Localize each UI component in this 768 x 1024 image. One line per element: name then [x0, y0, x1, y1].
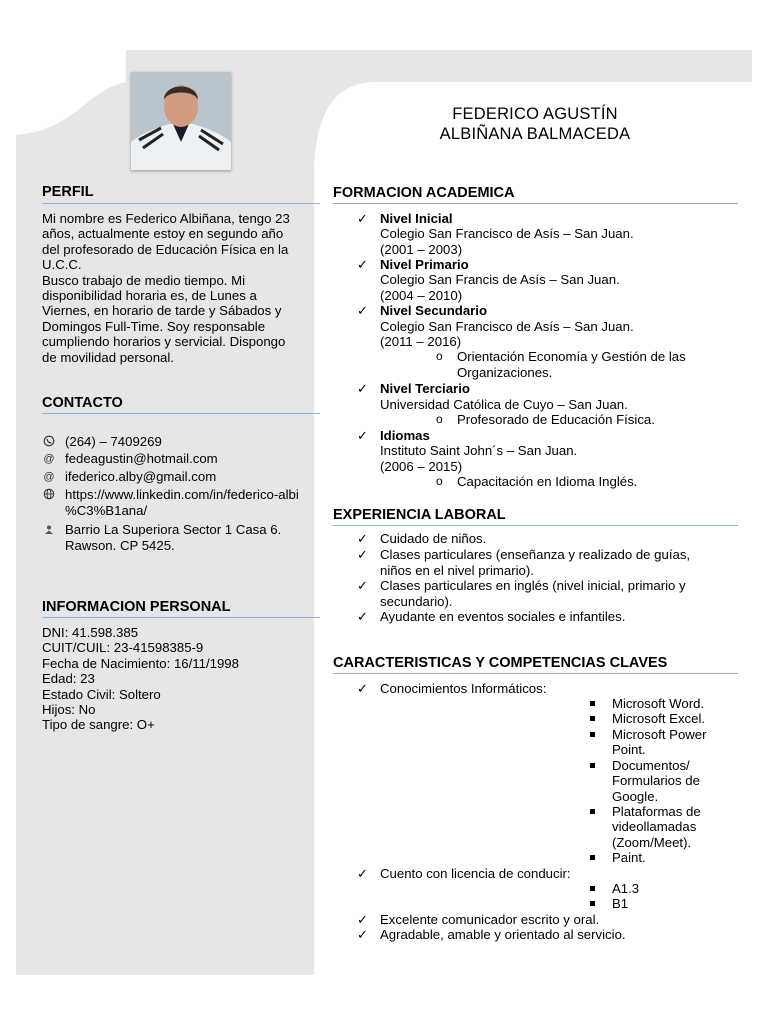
competencias-comunicador: Excelente comunicador escrito y oral.	[380, 912, 600, 927]
competencias-agradable: Agradable, amable y orientado al servicio.	[380, 927, 626, 942]
secundario-title: Nivel Secundario	[380, 303, 488, 318]
idiomas-years: (2006 – 2015)	[380, 459, 463, 474]
skill-docs-1: Documentos/	[612, 758, 690, 773]
experiencia-heading: EXPERIENCIA LABORAL	[333, 507, 506, 523]
location-icon	[42, 523, 56, 537]
circle-bullet-icon: o	[436, 412, 443, 426]
email-icon: @	[43, 453, 55, 465]
competencias-informaticos: Conocimientos Informáticos:	[380, 681, 547, 696]
profile-photo	[131, 72, 231, 170]
perfil-heading: PERFIL	[42, 184, 94, 200]
check-icon: ✓	[357, 547, 368, 562]
terciario-detail: Profesorado de Educación Física.	[457, 412, 655, 427]
check-icon: ✓	[357, 609, 368, 624]
skill-powerpoint-1: Microsoft Power	[612, 727, 707, 742]
contacto-heading: CONTACTO	[42, 395, 123, 411]
idiomas-detail: Capacitación en Idioma Inglés.	[457, 474, 638, 489]
circle-bullet-icon: o	[436, 474, 443, 488]
competencias-rule	[333, 673, 738, 674]
competencias-licencia: Cuento con licencia de conducir:	[380, 866, 571, 881]
experiencia-item-4: Ayudante en eventos sociales e infantiles.	[380, 609, 626, 624]
perfil-text: Mi nombre es Federico Albiñana, tengo 23 años, actualmente estoy en segundo año del profesorado de Educación Física en la U.C.C. Busco trabajo de medio tiempo. Mi disponibilidad horaria es, de Lunes a Viernes, en horario de tarde y Sábados y Domingos Full-Time. Soy responsable cumpliendo horarios y servicial. Dispongo de movilidad personal.	[42, 211, 290, 365]
skill-docs-2: Formularios de	[612, 773, 700, 788]
circle-bullet-icon: o	[436, 349, 443, 363]
contact-address-2: Rawson. CP 5425.	[65, 538, 175, 553]
check-icon: ✓	[357, 303, 368, 318]
secundario-school: Colegio San Francisco de Asís – San Juan.	[380, 319, 634, 334]
terciario-school: Universidad Católica de Cuyo – San Juan.	[380, 397, 628, 412]
personal-rule	[42, 617, 320, 618]
check-icon: ✓	[357, 912, 368, 927]
contact-phone: (264) – 7409269	[65, 434, 162, 449]
inicial-school: Colegio San Francisco de Asís – San Juan.	[380, 226, 634, 241]
personal-info: DNI: 41.598.385 CUIT/CUIL: 23-41598385-9 Fecha de Nacimiento: 16/11/1998 Edad: 23 Estado Civil: Soltero Hijos: No Tipo de sangre: O+	[42, 625, 239, 733]
contact-address-1: Barrio La Superiora Sector 1 Casa 6.	[65, 522, 282, 537]
skill-video-3: (Zoom/Meet).	[612, 835, 692, 850]
perfil-rule	[42, 203, 320, 204]
contact-linkedin-1[interactable]: https://www.linkedin.com/in/federico-albi	[65, 487, 299, 502]
square-bullet-icon	[590, 855, 595, 860]
whatsapp-icon	[42, 435, 56, 449]
square-bullet-icon	[590, 809, 595, 814]
secundario-years: (2011 – 2016)	[380, 334, 462, 349]
skill-word: Microsoft Word.	[612, 696, 705, 711]
primario-school: Colegio San Francis de Asís – San Juan.	[380, 272, 620, 287]
terciario-title: Nivel Terciario	[380, 381, 470, 396]
inicial-years: (2001 – 2003)	[380, 242, 463, 257]
contact-email-1[interactable]: fedeagustin@hotmail.com	[65, 451, 218, 466]
experiencia-item-3b: secundario).	[380, 594, 453, 609]
square-bullet-icon	[590, 732, 595, 737]
secundario-orientation-2: Organizaciones.	[457, 365, 553, 380]
square-bullet-icon	[590, 701, 595, 706]
formacion-rule	[333, 203, 738, 204]
check-icon: ✓	[357, 381, 368, 396]
inicial-title: Nivel Inicial	[380, 211, 453, 226]
personal-heading: INFORMACION PERSONAL	[42, 599, 231, 615]
email-icon: @	[43, 471, 55, 483]
experiencia-rule	[333, 525, 738, 526]
check-icon: ✓	[357, 211, 368, 226]
skill-video-2: videollamadas	[612, 819, 697, 834]
skill-excel: Microsoft Excel.	[612, 711, 706, 726]
square-bullet-icon	[590, 901, 595, 906]
name-line-2: ALBIÑANA BALMACEDA	[439, 125, 631, 143]
globe-icon	[42, 488, 56, 502]
square-bullet-icon	[590, 763, 595, 768]
experiencia-item-1: Cuidado de niños.	[380, 531, 487, 546]
experiencia-item-2a: Clases particulares (enseñanza y realizado de guías,	[380, 547, 691, 562]
competencias-heading: CARACTERISTICAS Y COMPETENCIAS CLAVES	[333, 655, 668, 671]
check-icon: ✓	[357, 531, 368, 546]
idiomas-title: Idiomas	[380, 428, 430, 443]
square-bullet-icon	[590, 886, 595, 891]
contact-linkedin-2[interactable]: %C3%B1ana/	[65, 503, 148, 518]
idiomas-school: Instituto Saint John´s – San Juan.	[380, 443, 578, 458]
name-line-1: FEDERICO AGUSTÍN	[452, 105, 618, 123]
license-a13: A1.3	[612, 881, 640, 896]
check-icon: ✓	[357, 681, 368, 696]
experiencia-item-2b: niños en el nivel primario).	[380, 563, 534, 578]
check-icon: ✓	[357, 578, 368, 593]
primario-title: Nivel Primario	[380, 257, 469, 272]
contact-email-2[interactable]: ifederico.alby@gmail.com	[65, 469, 217, 484]
check-icon: ✓	[357, 428, 368, 443]
skill-powerpoint-2: Point.	[612, 742, 646, 757]
square-bullet-icon	[590, 716, 595, 721]
check-icon: ✓	[357, 257, 368, 272]
skill-video-1: Plataformas de	[612, 804, 701, 819]
check-icon: ✓	[357, 866, 368, 881]
skill-docs-3: Google.	[612, 789, 659, 804]
skill-paint: Paint.	[612, 850, 646, 865]
experiencia-item-3a: Clases particulares en inglés (nivel inicial, primario y	[380, 578, 686, 593]
formacion-heading: FORMACION ACADEMICA	[333, 185, 515, 201]
check-icon: ✓	[357, 927, 368, 942]
primario-years: (2004 – 2010)	[380, 288, 463, 303]
contacto-rule	[42, 413, 320, 414]
secundario-orientation-1: Orientación Economía y Gestión de las	[457, 349, 686, 364]
license-b1: B1	[612, 896, 629, 911]
